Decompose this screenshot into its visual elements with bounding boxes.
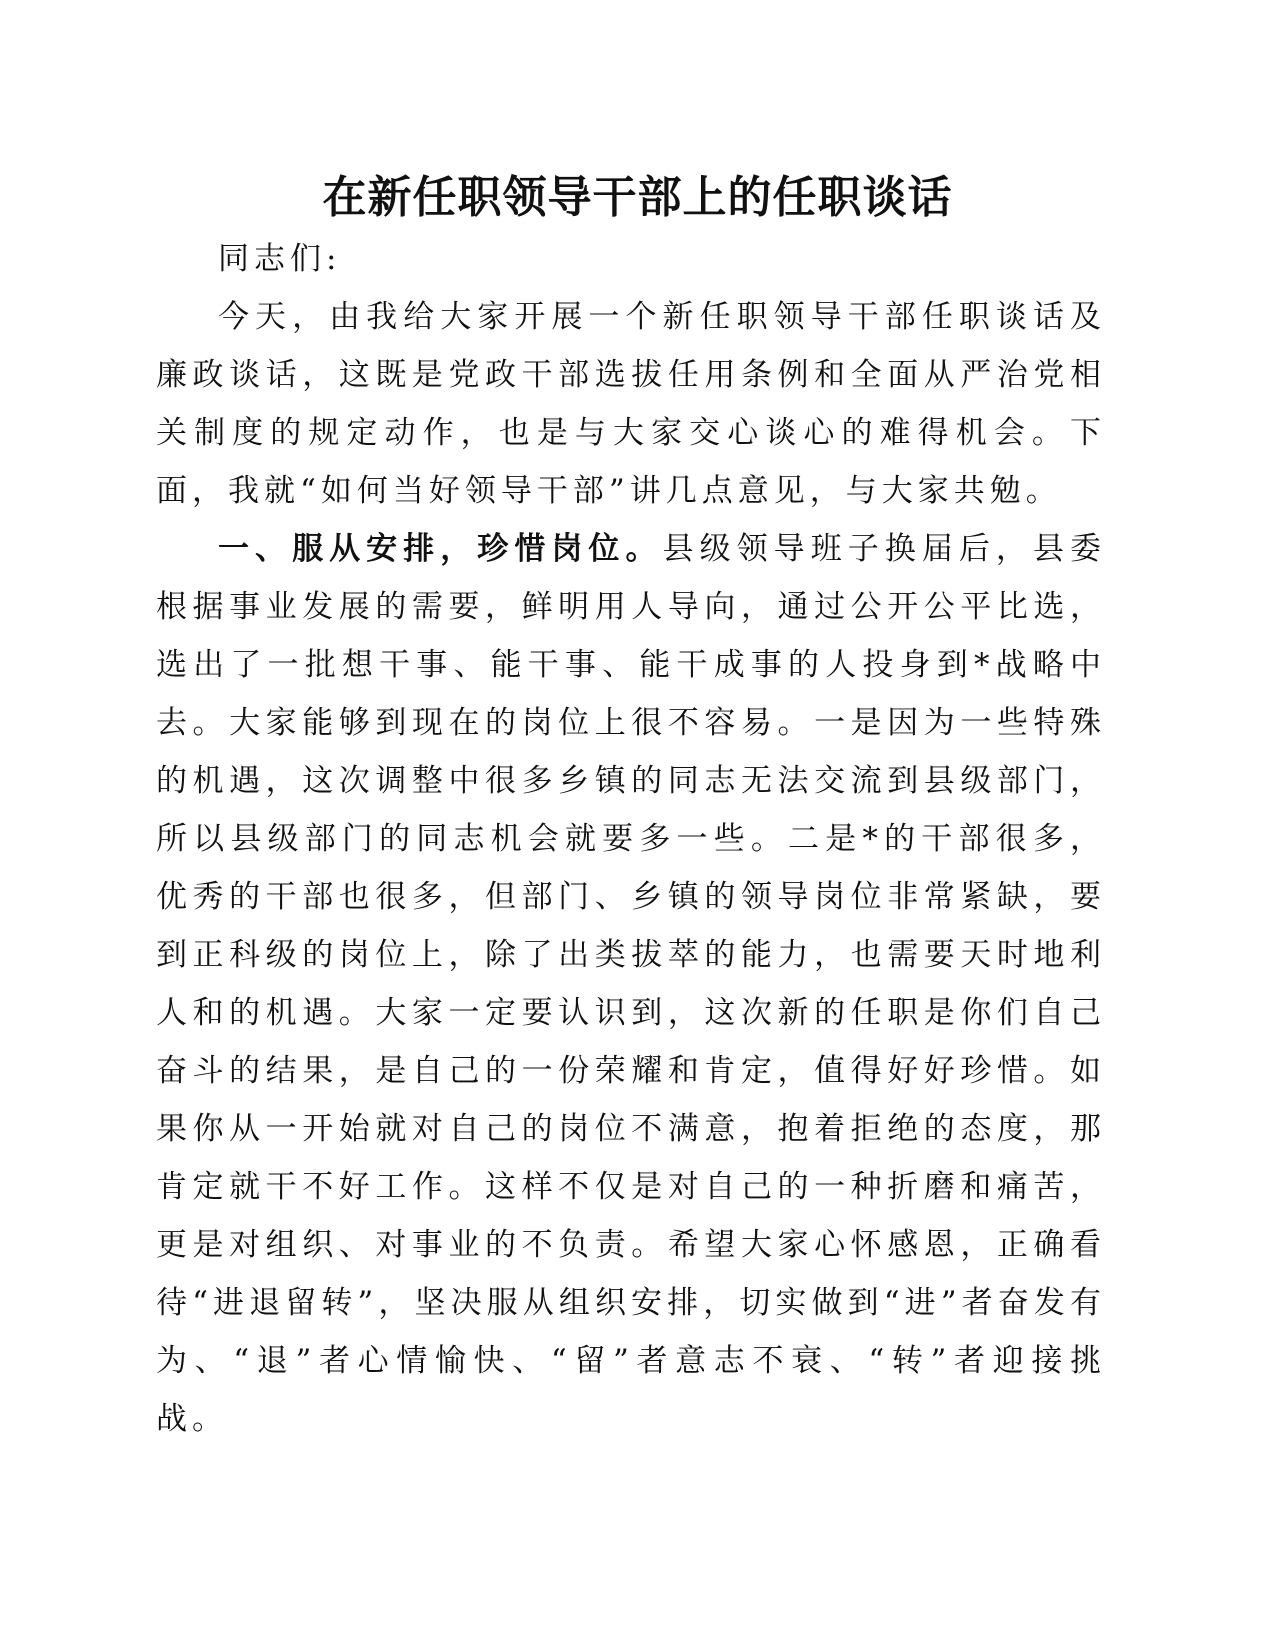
paragraph-section-one <box>156 520 1106 1448</box>
document-body <box>156 230 1106 1448</box>
section-heading: 一、服从安排，珍惜岗位。 <box>218 531 663 567</box>
document-title: 在新任职领导干部上的任职谈话 <box>322 172 953 223</box>
paragraph-intro: 今天，由我给大家开展一个新任职领导干部任职谈话及廉政谈话，这既是党政干部选拔任用条例和全面从严治党相关制度的规定动作，也是与大家交心谈心的难得机会。下面，我就“如何当好领导干部”讲几点意见，与大家共勉。 <box>156 299 1106 509</box>
salutation: 同志们: <box>218 241 342 277</box>
section-body-text: 县级领导班子换届后，县委根据事业发展的需要，鲜明用人导向，通过公开公平比选，选出了一批想干事、能干事、能干成事的人投身到*战略中去。大家能够到现在的岗位上很不容易。一是因为一些特殊的机遇，这次调整中很多乡镇的同志无法交流到县级部门，所以县级部门的同志机会就要多一些。二是*的干部很多，优秀的干部也很多，但部门、乡镇的领导岗位非常紧缺，要到正科级的岗位上，除了出类拔萃的能力，也需要天时地利人和的机遇。大家一定要认识到，这次新的任职是你们自己奋斗的结果，是自己的一份荣耀和肯定，值得好好珍惜。如果你从一开始就对自己的岗位不满意，抱着拒绝的态度，那肯定就干不好工作。这样不仅是对自己的一种折磨和痛苦，更是对组织、对事业的不负责。希望大家心怀感恩，正确看待“进退留转”，坚决服从组织安排，切实做到“进”者奋发有为、“退”者心情愉快、“留”者意志不衰、“转”者迎接挑战。 <box>156 531 1107 1437</box>
